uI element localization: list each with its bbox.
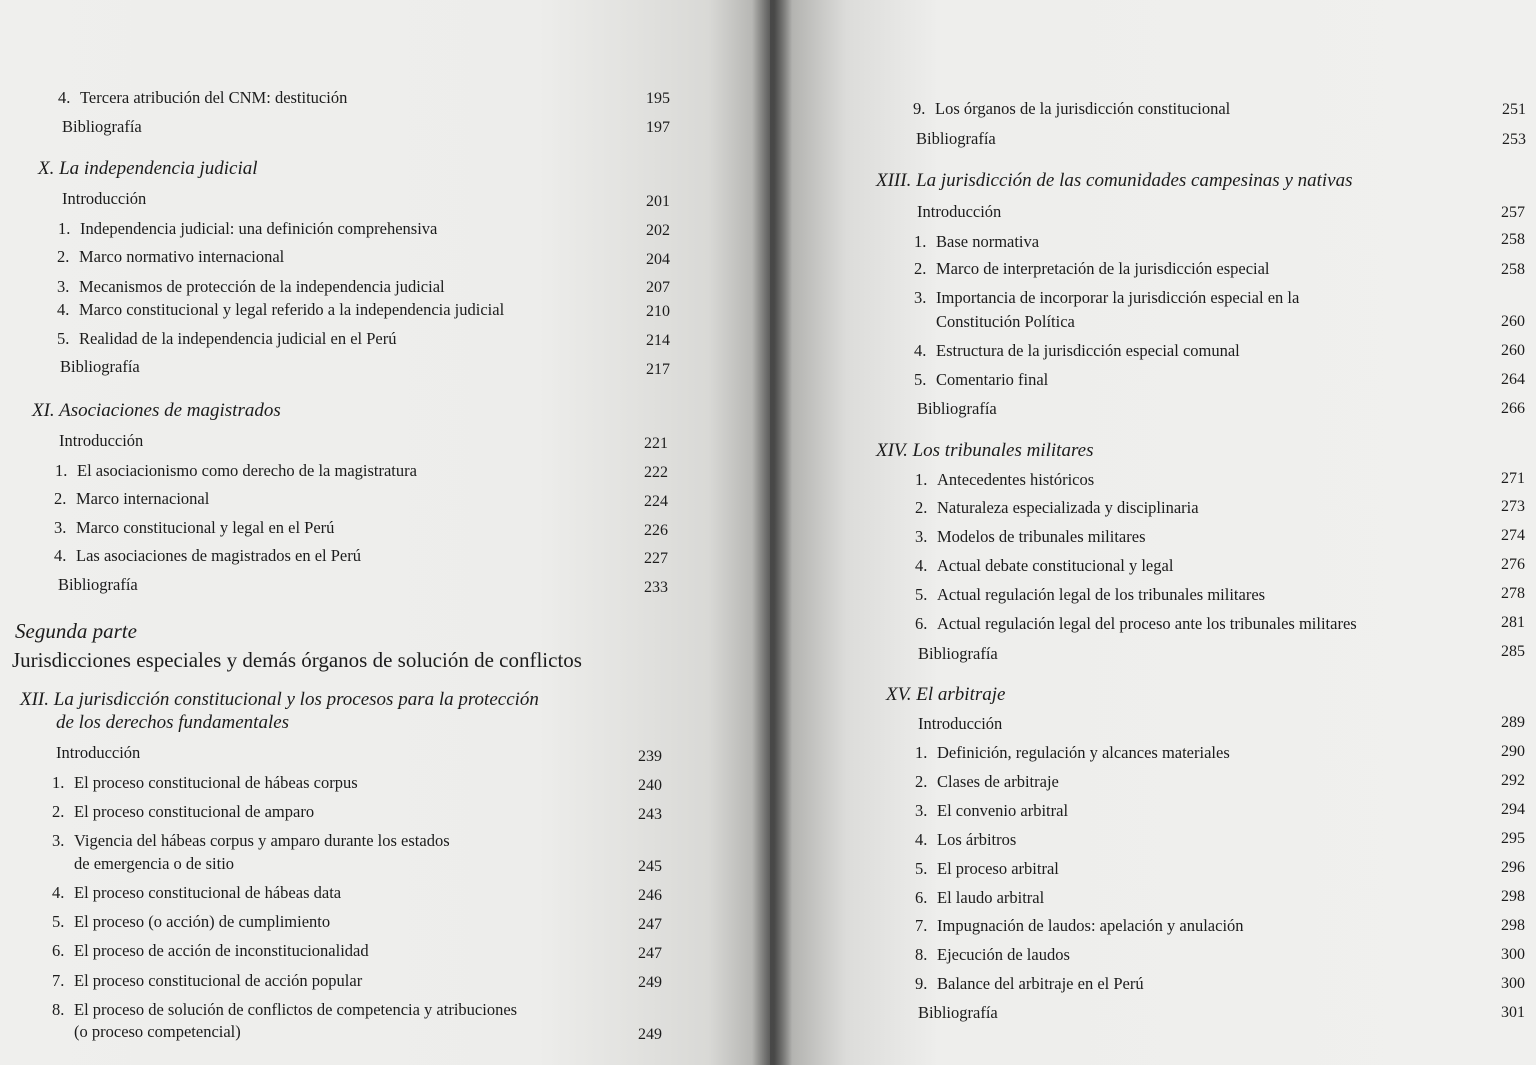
entry-page-number: 253 <box>1502 131 1526 148</box>
entry-title: El proceso de solución de conflictos de competencia y atribuciones <box>74 1000 518 1019</box>
toc-entry <box>918 644 998 664</box>
entry-title: Base normativa <box>936 232 1040 251</box>
toc-entry <box>62 189 146 209</box>
entry-number: 5. <box>915 585 928 604</box>
entry-number: 4. <box>54 546 67 565</box>
entry-number: 8. <box>915 945 928 964</box>
entry-page-number: 204 <box>646 251 670 268</box>
entry-title: Los órganos de la jurisdicción constitucional <box>935 99 1231 118</box>
toc-entry-continuation <box>74 1022 241 1042</box>
toc-entry <box>915 470 1094 490</box>
entry-title: Marco constitucional y legal en el Perú <box>76 518 335 537</box>
entry-page-number: 249 <box>638 1026 662 1043</box>
entry-number: 1. <box>58 219 71 238</box>
entry-title: (o proceso competencial) <box>74 1022 241 1041</box>
toc-entry <box>55 461 417 481</box>
entry-number: 2. <box>54 489 67 508</box>
toc-entry <box>52 831 450 851</box>
entry-number: 2. <box>52 802 65 821</box>
toc-entry <box>914 370 1048 390</box>
entry-title: Bibliografía <box>60 357 140 376</box>
entry-number: 6. <box>915 614 928 633</box>
entry-page-number: 300 <box>1501 975 1525 992</box>
part-label: Segunda parte <box>15 619 137 643</box>
entry-page-number: 257 <box>1501 204 1525 221</box>
toc-entry <box>915 614 1357 634</box>
toc-entry <box>915 498 1199 518</box>
entry-page-number: 273 <box>1501 498 1525 515</box>
entry-page-number: 294 <box>1501 801 1525 818</box>
entry-page-number: 243 <box>638 806 662 823</box>
entry-title: Modelos de tribunales militares <box>937 527 1146 546</box>
entry-page-number: 296 <box>1501 859 1525 876</box>
toc-entry <box>914 232 1039 252</box>
toc-entry <box>57 329 397 349</box>
entry-title: El convenio arbitral <box>937 801 1069 820</box>
entry-title: Actual regulación legal de los tribunales militares <box>937 585 1266 604</box>
toc-entry <box>58 575 138 595</box>
entry-page-number: 258 <box>1501 261 1525 278</box>
entry-number: 1. <box>915 743 928 762</box>
entry-title: Realidad de la independencia judicial en el Perú <box>79 329 397 348</box>
entry-number: 4. <box>914 341 927 360</box>
entry-page-number: 251 <box>1502 101 1526 118</box>
toc-entry <box>54 518 334 538</box>
entry-page-number: 214 <box>646 332 670 349</box>
entry-number: 6. <box>52 941 65 960</box>
entry-page-number: 240 <box>638 777 662 794</box>
toc-entry <box>914 288 1299 308</box>
right-page <box>770 0 1536 1065</box>
entry-page-number: 290 <box>1501 743 1525 760</box>
entry-title: Marco constitucional y legal referido a la independencia judicial <box>79 300 505 319</box>
book-gutter-shadow <box>752 0 792 1065</box>
entry-title: Independencia judicial: una definición comprehensiva <box>80 219 438 238</box>
entry-number: 3. <box>52 831 65 850</box>
toc-entry <box>56 743 140 763</box>
entry-page-number: 274 <box>1501 527 1525 544</box>
entry-page-number: 247 <box>638 945 662 962</box>
entry-title: Marco normativo internacional <box>79 247 285 266</box>
toc-entry <box>915 888 1044 908</box>
entry-page-number: 207 <box>646 279 670 296</box>
toc-entry <box>914 341 1240 361</box>
entry-page-number: 222 <box>644 464 668 481</box>
entry-page-number: 233 <box>644 579 668 596</box>
entry-title: El proceso constitucional de hábeas data <box>74 883 342 902</box>
entry-page-number: 266 <box>1501 400 1525 417</box>
toc-entry-continuation <box>74 854 234 874</box>
entry-page-number: 258 <box>1501 231 1525 248</box>
entry-title: Bibliografía <box>58 575 138 594</box>
entry-number: 2. <box>57 247 70 266</box>
entry-page-number: 301 <box>1501 1004 1525 1021</box>
entry-number: 5. <box>915 859 928 878</box>
entry-title: Introducción <box>59 431 144 450</box>
toc-entry <box>54 546 361 566</box>
toc-entry <box>915 830 1016 850</box>
entry-page-number: 217 <box>646 361 670 378</box>
entry-page-number: 195 <box>646 90 670 107</box>
entry-page-number: 226 <box>644 522 668 539</box>
toc-entry <box>918 1003 998 1023</box>
entry-number: 3. <box>915 527 928 546</box>
entry-number: 1. <box>55 461 68 480</box>
entry-title: Bibliografía <box>918 1003 998 1022</box>
entry-number: 3. <box>57 277 70 296</box>
entry-number: 1. <box>914 232 927 251</box>
entry-number: 9. <box>913 99 926 118</box>
section-heading-continuation: de los derechos fundamentales <box>56 712 290 733</box>
entry-title: Bibliografía <box>917 399 997 418</box>
toc-entry <box>52 941 369 961</box>
entry-title: Bibliografía <box>916 129 996 148</box>
entry-number: 7. <box>52 971 65 990</box>
entry-number: 9. <box>915 974 928 993</box>
entry-page-number: 295 <box>1501 830 1525 847</box>
toc-entry <box>918 714 1002 734</box>
toc-entry <box>62 117 142 137</box>
toc-entry <box>58 88 347 108</box>
entry-title: El asociacionismo como derecho de la magistratura <box>77 461 417 480</box>
entry-title: Introducción <box>62 189 147 208</box>
entry-page-number: 298 <box>1501 917 1525 934</box>
entry-page-number: 264 <box>1501 371 1525 388</box>
section-heading: XII. La jurisdicción constitucional y los procesos para la protección <box>20 689 539 710</box>
toc-entry <box>57 277 445 297</box>
entry-title: El proceso arbitral <box>937 859 1059 878</box>
entry-title: Definición, regulación y alcances materiales <box>937 743 1230 762</box>
entry-title: El proceso (o acción) de cumplimiento <box>74 912 331 931</box>
entry-title: El proceso constitucional de hábeas corpus <box>74 773 358 792</box>
entry-page-number: 249 <box>638 974 662 991</box>
entry-number: 6. <box>915 888 928 907</box>
entry-title: Antecedentes históricos <box>937 470 1095 489</box>
entry-number: 5. <box>52 912 65 931</box>
entry-title: Naturaleza especializada y disciplinaria <box>937 498 1199 517</box>
toc-entry <box>52 971 362 991</box>
section-heading: X. La independencia judicial <box>38 158 258 179</box>
entry-page-number: 239 <box>638 748 662 765</box>
entry-title: Tercera atribución del CNM: destitución <box>80 88 348 107</box>
entry-number: 3. <box>915 801 928 820</box>
entry-number: 7. <box>915 916 928 935</box>
entry-number: 1. <box>52 773 65 792</box>
entry-page-number: 224 <box>644 493 668 510</box>
toc-entry <box>917 399 997 419</box>
entry-title: Actual debate constitucional y legal <box>937 556 1174 575</box>
toc-entry <box>59 431 143 451</box>
toc-entry <box>915 945 1070 965</box>
toc-entry <box>915 859 1059 879</box>
entry-page-number: 285 <box>1501 643 1525 660</box>
toc-entry <box>913 99 1230 119</box>
entry-page-number: 292 <box>1501 772 1525 789</box>
toc-entry <box>52 802 314 822</box>
toc-entry <box>916 129 996 149</box>
entry-page-number: 298 <box>1501 888 1525 905</box>
entry-title: Bibliografía <box>918 644 998 663</box>
entry-number: 4. <box>57 300 70 319</box>
entry-page-number: 197 <box>646 119 670 136</box>
entry-number: 4. <box>58 88 71 107</box>
entry-page-number: 260 <box>1501 342 1525 359</box>
entry-page-number: 278 <box>1501 585 1525 602</box>
section-heading: XIV. Los tribunales militares <box>876 440 1094 461</box>
entry-page-number: 221 <box>644 435 668 452</box>
toc-entry <box>58 219 437 239</box>
entry-title: Introducción <box>917 202 1002 221</box>
toc-entry <box>57 300 504 320</box>
toc-entry <box>917 202 1001 222</box>
entry-title: Las asociaciones de magistrados en el Perú <box>76 546 361 565</box>
toc-entry <box>915 916 1244 936</box>
toc-entry <box>60 357 140 377</box>
entry-title: Comentario final <box>936 370 1049 389</box>
entry-title: Marco internacional <box>76 489 210 508</box>
entry-title: El laudo arbitral <box>937 888 1045 907</box>
toc-entry <box>52 1000 517 1020</box>
entry-page-number: 246 <box>638 887 662 904</box>
entry-number: 1. <box>915 470 928 489</box>
entry-page-number: 271 <box>1501 470 1525 487</box>
toc-entry <box>914 259 1270 279</box>
section-heading: XI. Asociaciones de magistrados <box>32 400 281 421</box>
toc-entry <box>52 883 341 903</box>
toc-entry <box>915 556 1173 576</box>
toc-entry <box>52 912 330 932</box>
toc-entry <box>54 489 209 509</box>
toc-entry <box>57 247 284 267</box>
entry-page-number: 247 <box>638 916 662 933</box>
entry-page-number: 245 <box>638 858 662 875</box>
toc-entry <box>915 974 1144 994</box>
entry-number: 5. <box>57 329 70 348</box>
entry-page-number: 281 <box>1501 614 1525 631</box>
toc-entry <box>52 773 358 793</box>
entry-page-number: 260 <box>1501 313 1525 330</box>
entry-number: 5. <box>914 370 927 389</box>
entry-title: Los árbitros <box>937 830 1017 849</box>
entry-page-number: 210 <box>646 303 670 320</box>
toc-entry <box>915 585 1265 605</box>
entry-title: Constitución Política <box>936 312 1075 331</box>
entry-title: Impugnación de laudos: apelación y anulación <box>937 916 1244 935</box>
entry-number: 8. <box>52 1000 65 1019</box>
entry-title: de emergencia o de sitio <box>74 854 235 873</box>
entry-title: Estructura de la jurisdicción especial comunal <box>936 341 1240 360</box>
entry-page-number: 276 <box>1501 556 1525 573</box>
entry-number: 2. <box>915 772 928 791</box>
entry-page-number: 300 <box>1501 946 1525 963</box>
section-heading: XV. El arbitraje <box>886 684 1006 705</box>
entry-title: Mecanismos de protección de la independencia judicial <box>79 277 445 296</box>
entry-page-number: 289 <box>1501 714 1525 731</box>
entry-number: 4. <box>915 556 928 575</box>
toc-entry <box>915 527 1146 547</box>
entry-number: 3. <box>914 288 927 307</box>
entry-title: El proceso constitucional de acción popular <box>74 971 363 990</box>
toc-entry <box>915 801 1068 821</box>
entry-title: Introducción <box>56 743 141 762</box>
entry-title: Actual regulación legal del proceso ante los tribunales militares <box>937 614 1357 633</box>
entry-number: 4. <box>52 883 65 902</box>
entry-title: El proceso constitucional de amparo <box>74 802 315 821</box>
entry-number: 3. <box>54 518 67 537</box>
entry-title: Clases de arbitraje <box>937 772 1059 791</box>
toc-entry <box>915 743 1230 763</box>
section-heading: XIII. La jurisdicción de las comunidades campesinas y nativas <box>876 170 1353 191</box>
toc-entry-continuation <box>936 312 1075 332</box>
entry-title: Importancia de incorporar la jurisdicción especial en la <box>936 288 1300 307</box>
part-title: Jurisdicciones especiales y demás órganos de solución de conflictos <box>12 648 582 672</box>
entry-title: El proceso de acción de inconstitucionalidad <box>74 941 369 960</box>
entry-title: Introducción <box>918 714 1003 733</box>
entry-title: Vigencia del hábeas corpus y amparo durante los estados <box>74 831 450 850</box>
entry-title: Balance del arbitraje en el Perú <box>937 974 1144 993</box>
entry-page-number: 227 <box>644 550 668 567</box>
entry-title: Bibliografía <box>62 117 142 136</box>
entry-page-number: 202 <box>646 222 670 239</box>
toc-entry <box>915 772 1059 792</box>
entry-title: Ejecución de laudos <box>937 945 1070 964</box>
entry-number: 4. <box>915 830 928 849</box>
entry-title: Marco de interpretación de la jurisdicción especial <box>936 259 1270 278</box>
entry-number: 2. <box>914 259 927 278</box>
entry-page-number: 201 <box>646 193 670 210</box>
entry-number: 2. <box>915 498 928 517</box>
